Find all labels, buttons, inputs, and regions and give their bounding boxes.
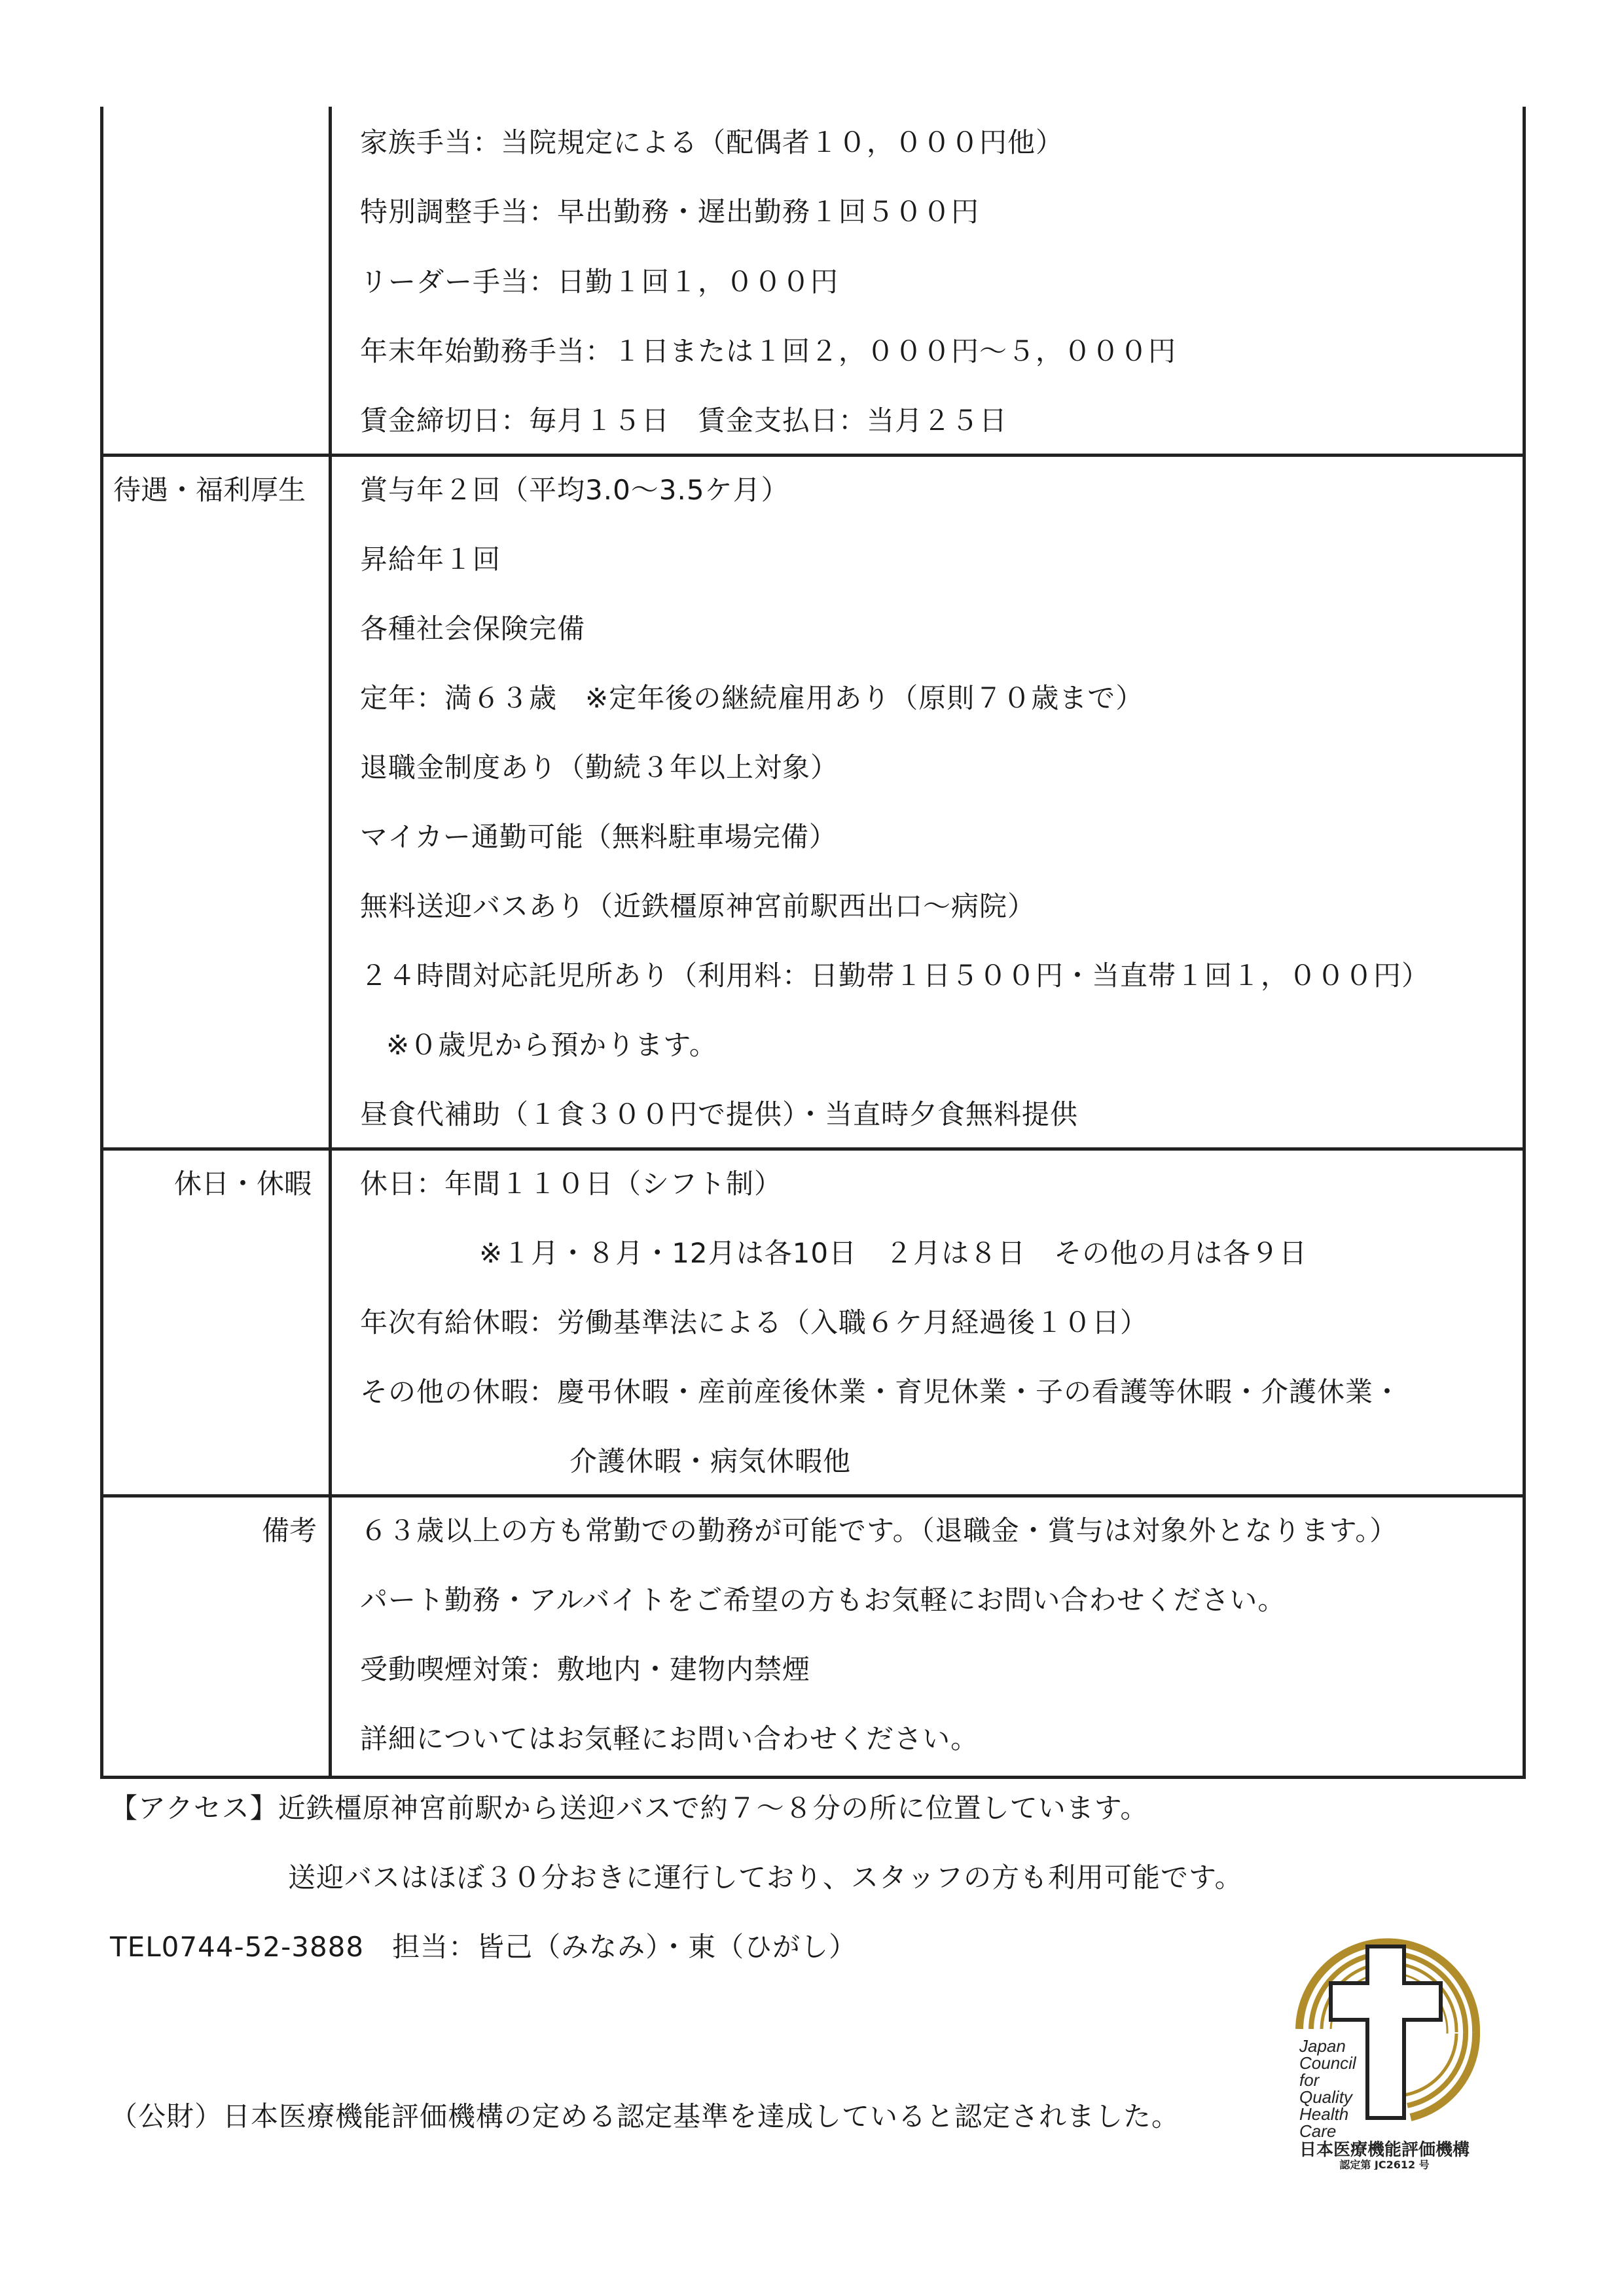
row-divider-holidays	[100, 1147, 1526, 1151]
holidays-line: 年次有給休暇：労働基準法による（入職６ケ月経過後１０日）	[360, 1306, 1149, 1338]
table-column-divider	[329, 107, 332, 1779]
certification-statement: （公財）日本医療機能評価機構の定める認定基準を達成していると認定されました。	[110, 2100, 1180, 2132]
holidays-line: その他の休暇：慶弔休暇・産前産後休業・育児休業・子の看護等休暇・介護休業・	[360, 1376, 1402, 1408]
benefits-line: ２４時間対応託児所あり（利用料：日勤帯１日５００円・当直帯１回１，０００円）	[360, 960, 1430, 992]
wage-line: リーダー手当：日勤１回１，０００円	[360, 266, 839, 298]
access-text-continued: 送迎バスはほぼ３０分おきに運行しており、スタッフの方も利用可能です。	[288, 1861, 1243, 1893]
benefits-line: マイカー通勤可能（無料駐車場完備）	[360, 821, 837, 853]
svg-text:Japan: Japan	[1299, 2036, 1346, 2056]
remarks-line: ６３歳以上の方も常勤での勤務が可能です。（退職金・賞与は対象外となります。）	[360, 1515, 1398, 1547]
logo-org-name: 日本医療機能評価機構	[1299, 2140, 1470, 2160]
wage-line: 賃金締切日：毎月１５日 賃金支払日：当月２５日	[360, 404, 1008, 437]
logo-cert-number: 認定第 JC2612 号	[1339, 2159, 1430, 2170]
benefits-line: 昼食代補助（１食３００円で提供）・当直時夕食無料提供	[360, 1098, 1079, 1130]
svg-text:Care: Care	[1299, 2121, 1337, 2141]
benefits-line: 賞与年２回（平均3.0〜3.5ケ月）	[360, 474, 789, 506]
remarks-row-header: 備考	[262, 1515, 317, 1547]
benefits-line: 退職金制度あり（勤続３年以上対象）	[360, 751, 839, 783]
benefits-line: 各種社会保険完備	[360, 613, 586, 645]
wage-line: 特別調整手当：早出勤務・遅出勤務１回５００円	[360, 196, 980, 228]
svg-text:Council: Council	[1299, 2053, 1356, 2073]
remarks-line: 受動喫煙対策：敷地内・建物内禁煙	[360, 1653, 811, 1685]
svg-text:Quality: Quality	[1299, 2087, 1352, 2107]
contact-info: TEL0744-52-3888 担当：皆己（みなみ）・東（ひがし）	[110, 1931, 857, 1963]
row-divider-benefits	[100, 454, 1526, 457]
holidays-line: 介護休暇・病気休暇他	[569, 1445, 852, 1477]
benefits-line: 無料送迎バスあり（近鉄橿原神宮前駅西出口〜病院）	[360, 890, 1036, 922]
wage-line: 家族手当：当院規定による（配偶者１０，０００円他）	[360, 126, 1064, 158]
row-divider-remarks	[100, 1494, 1526, 1498]
accreditation-emblem-icon	[1280, 1921, 1489, 2170]
access-text: 【アクセス】近鉄橿原神宮前駅から送迎バスで約７〜８分の所に位置しています。	[110, 1792, 1149, 1824]
accreditation-logo	[1280, 1921, 1489, 2170]
svg-text:Health: Health	[1299, 2104, 1349, 2124]
benefits-line: 昇給年１回	[360, 543, 501, 575]
benefits-line: 定年：満６３歳 ※定年後の継続雇用あり（原則７０歳まで）	[360, 682, 1144, 714]
benefits-line: ※０歳児から預かります。	[386, 1029, 717, 1061]
remarks-line: 詳細についてはお気軽にお問い合わせください。	[360, 1723, 979, 1755]
wage-line: 年末年始勤務手当：１日または１回２，０００円〜５，０００円	[360, 335, 1177, 367]
holidays-row-header: 休日・休暇	[174, 1168, 312, 1200]
holidays-line: 休日：年間１１０日（シフト制）	[360, 1168, 783, 1200]
benefits-row-header: 待遇・福利厚生	[113, 474, 306, 506]
remarks-line: パート勤務・アルバイトをご希望の方もお気軽にお問い合わせください。	[360, 1584, 1286, 1616]
svg-text:for: for	[1299, 2070, 1320, 2090]
holidays-line: ※１月・８月・12月は各10日 ２月は８日 その他の月は各９日	[479, 1237, 1308, 1269]
